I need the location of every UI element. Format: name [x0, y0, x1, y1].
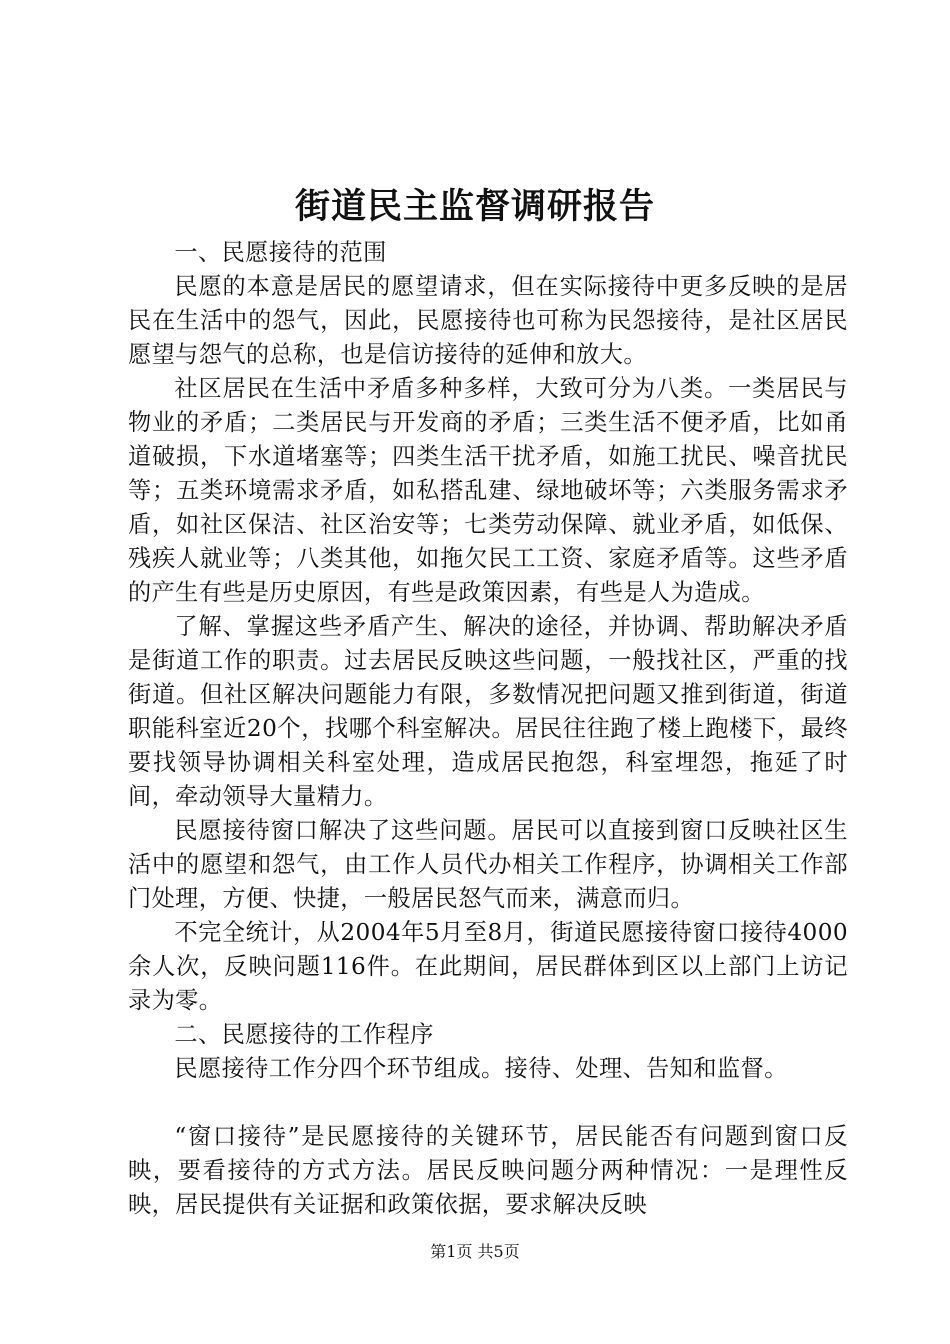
body-paragraph: 民愿接待工作分四个环节组成。接待、处理、告知和监督。	[174, 1055, 788, 1082]
body-paragraph: 民愿接待窗口解决了这些问题。居民可以直接到窗口反映社区生活中的愿望和怨气，由工作人员代办相关工作程序，协调相关工作部门处理，方便、快捷，一般居民怒气而来，满意而归。	[128, 817, 848, 912]
document-body	[128, 236, 848, 1222]
section-heading-1: 一、民愿接待的范围	[174, 239, 387, 266]
section-heading-2: 二、民愿接待的工作程序	[174, 1021, 434, 1048]
page-footer: 第1页 共5页	[430, 1242, 520, 1261]
body-paragraph: 了解、掌握这些矛盾产生、解决的途径，并协调、帮助解决矛盾是街道工作的职责。过去居民反映这些问题，一般找社区，严重的找街道。但社区解决问题能力有限，多数情况把问题又推到街道，街道职能科室近20个，找哪个科室解决。居民往往跑了楼上跑楼下，最终要找领导协调相关科室处理，造成居民抱怨，科室埋怨，拖延了时间，牵动领导大量精力。	[128, 613, 848, 810]
body-paragraph: “窗口接待”是民愿接待的关键环节，居民能否有问题到窗口反映，要看接待的方式方法。居民反映问题分两种情况：一是理性反映，居民提供有关证据和政策依据，要求解决反映	[128, 1123, 848, 1218]
document-title: 街道民主监督调研报告	[294, 186, 655, 227]
body-paragraph: 不完全统计，从2004年5月至8月，街道民愿接待窗口接待4000余人次，反映问题116件。在此期间，居民群体到区以上部门上访记录为零。	[128, 919, 848, 1014]
body-paragraph: 民愿的本意是居民的愿望请求，但在实际接待中更多反映的是居民在生活中的怨气，因此，民愿接待也可称为民怨接待，是社区居民愿望与怨气的总称，也是信访接待的延伸和放大。	[128, 273, 848, 368]
body-paragraph: 社区居民在生活中矛盾多种多样，大致可分为八类。一类居民与物业的矛盾；二类居民与开发商的矛盾；三类生活不便矛盾，比如甬道破损，下水道堵塞等；四类生活干扰矛盾，如施工扰民、噪音扰民等；五类环境需求矛盾，如私搭乱建、绿地破坏等；六类服务需求矛盾，如社区保洁、社区治安等；七类劳动保障、就业矛盾，如低保、残疾人就业等；八类其他，如拖欠民工工资、家庭矛盾等。这些矛盾的产生有些是历史原因，有些是政策因素，有些是人为造成。	[128, 375, 848, 606]
